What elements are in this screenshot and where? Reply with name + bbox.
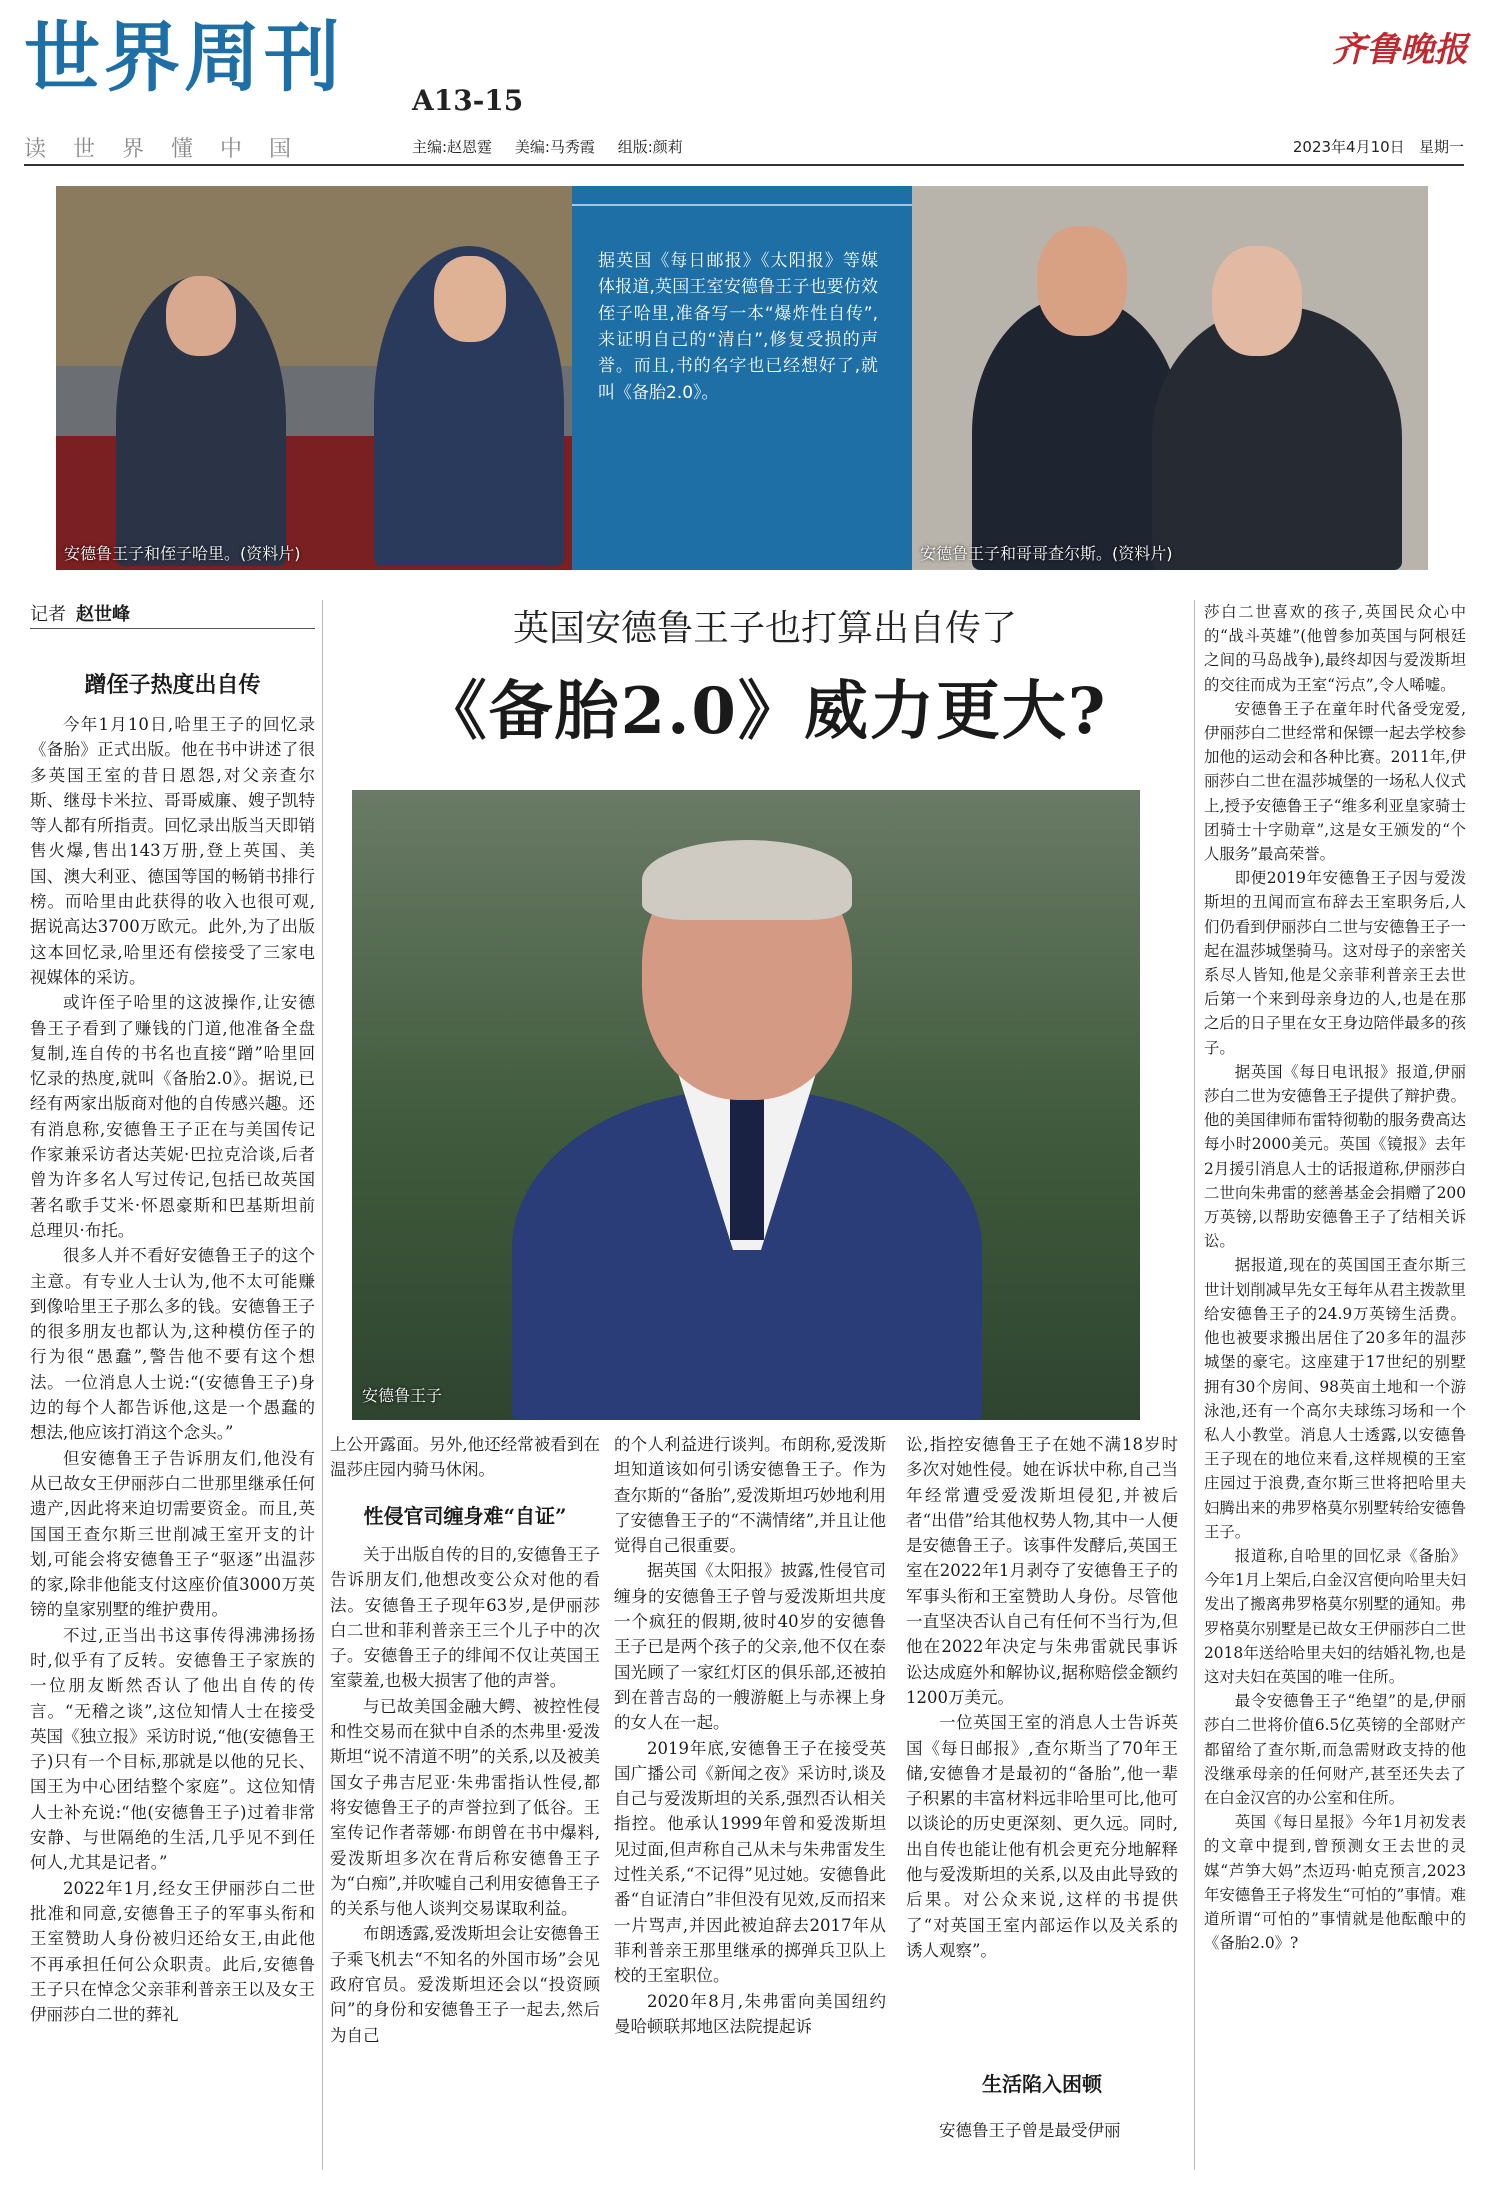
left-photo-caption: 安德鲁王子和侄子哈里。(资料片) xyxy=(64,544,301,563)
paragraph: 报道称,自哈里的回忆录《备胎》今年1月上架后,白金汉宫便向哈里夫妇发出了搬离弗罗格莫尔别墅的通知。弗罗格莫尔别墅是已故女王伊丽莎白二世2018年送给哈里夫妇的结婚礼物,也是这对夫妇在英国的唯一住所。 xyxy=(1204,1546,1466,1686)
paragraph: 今年1月10日,哈里王子的回忆录《备胎》正式出版。他在书中讲述了很多英国王室的昔日恩怨,对父亲查尔斯、继母卡米拉、哥哥威廉、嫂子凯特等人都有所指责。回忆录出版当天即销售火爆,售出143万册,登上英国、美国、澳大利亚、德国等国的畅销书排行榜。而哈里由此获得的收入也很可观,据说高达3700万欧元。此外,为了出版这本回忆录,哈里还有偿接受了三家电视媒体的采访。 xyxy=(30,715,315,987)
photo-andrew-harry xyxy=(56,186,572,570)
paragraph: 讼,指控安德鲁王子在她不满18岁时多次对她性侵。她在诉状中称,自己当年经常遭受爱泼斯坦侵犯,并被后者“出借”给其他权势人物,其中一人便是安德鲁王子。该事件发酵后,英国王室在2022年1月剥夺了安德鲁王子的军事头衔和王室赞助人身份。尽管他一直坚决否认自己有任何不当行为,但他在2022年决定与朱弗雷就民事诉讼达成庭外和解协议,据称赔偿金额约1200万美元。 xyxy=(906,1435,1178,1707)
face xyxy=(166,276,236,356)
subhead-3: 生活陷入困顿 xyxy=(982,2072,1102,2096)
paragraph: 2020年8月,朱弗雷向美国纽约曼哈顿联邦地区法院提起诉 xyxy=(614,1991,886,2036)
article-column-4 xyxy=(906,1432,1178,2052)
main-photo xyxy=(352,790,1140,1420)
paragraph: 很多人并不看好安德鲁王子的这个主意。有专业人士认为,他不太可能赚到像哈里王子那么多的钱。安德鲁王子的很多朋友也都认为,这种模仿侄子的行为很“愚蠢”,警告他不要有这个想法。一位消息人士说:“(安德鲁王子)身边的每个人都告诉他,这是一个愚蠢的想法,他应该打消这个念头。” xyxy=(30,1246,315,1443)
weekday-text: 星期一 xyxy=(1418,138,1464,156)
article-kicker: 英国安德鲁王子也打算出自传了 xyxy=(512,608,1017,649)
face xyxy=(1037,226,1127,336)
paragraph: 英国《每日星报》今年1月初发表的文章中提到,曾预测女王去世的灵媒“芦笋大妈”杰迈玛·帕克预言,2023年安德鲁王子将发生“可怕的”事情。难道所谓“可怕的”事情就是他酝酿中的《备胎2.0》? xyxy=(1204,1813,1466,1953)
paragraph: 的个人利益进行谈判。布朗称,爱泼斯坦知道该如何引诱安德鲁王子。作为查尔斯的“备胎”,爱泼斯坦巧妙地利用了安德鲁王子的“不满情绪”,并且让他觉得自己很重要。 xyxy=(614,1435,886,1556)
page-number: A13-15 xyxy=(412,84,524,117)
subhead-2: 性侵官司缠身难“自证” xyxy=(363,1504,567,1528)
face xyxy=(434,256,506,342)
issue-date xyxy=(1293,136,1464,157)
right-photo-caption: 安德鲁王子和哥哥查尔斯。(资料片) xyxy=(920,544,1173,563)
byline xyxy=(30,600,130,626)
person-figure xyxy=(972,296,1182,570)
editor-credits xyxy=(412,136,701,157)
paragraph: 或许侄子哈里的这波操作,让安德鲁王子看到了赚钱的门道,他准备全盘复制,连自传的书名也直接“蹭”哈里回忆录的热度,就叫《备胎2.0》。据说,已经有两家出版商对他的自传感兴趣。还有消息称,安德鲁王子正在与美国传记作家兼采访者达芙妮·巴拉克洽谈,后者曾为许多名人写过传记,包括已故英国著名歌手艾米·怀恩豪斯和巴基斯坦前总理贝·布托。 xyxy=(30,993,315,1240)
paragraph: 安德鲁王子曾是最受伊丽 xyxy=(939,2121,1121,2140)
tie xyxy=(730,1090,764,1240)
column-divider xyxy=(322,600,323,2170)
face xyxy=(1212,246,1302,356)
newspaper-logo: 齐鲁晚报 xyxy=(1332,30,1468,70)
editor-credit: 主编:赵恩霆 xyxy=(412,138,493,156)
paragraph: 不过,正当出书这事传得沸沸扬扬时,似乎有了反转。安德鲁王子家族的一位朋友断然否认了他出自传的传言。“无稽之谈”,这位知情人士在接受英国《独立报》采访时说,“他(安德鲁王子)只有一个目标,那就是以他的兄长、国王为中心团结整个家庭”。这位知情人士补充说:“他(安德鲁王子)过着非常安静、与世隔绝的生活,几乎见不到任何人,尤其是记者。” xyxy=(30,1625,315,1873)
subhead-1: 蹭侄子热度出自传 xyxy=(84,672,261,698)
paragraph: 布朗透露,爱泼斯坦会让安德鲁王子乘飞机去“不知名的外国市场”会见政府官员。爱泼斯坦还会以“投资顾问”的身份和安德鲁王子一起去,然后为自己 xyxy=(330,1924,600,2045)
byline-label: 记者 xyxy=(30,604,66,625)
masthead-title: 世界周刊 xyxy=(24,13,344,102)
date-text: 2023年4月10日 xyxy=(1292,138,1405,156)
paragraph: 据英国《太阳报》披露,性侵官司缠身的安德鲁王子曾与爱泼斯坦共度一个疯狂的假期,彼时40岁的安德鲁王子已是两个孩子的父亲,他不仅在泰国光顾了一家红灯区的俱乐部,还被拍到在普吉岛的一艘游艇上与赤裸上身的女人在一起。 xyxy=(614,1561,886,1733)
column-divider xyxy=(1194,600,1195,2170)
paragraph: 据报道,现在的英国国王查尔斯三世计划削减早先女王每年从君主拨款里给安德鲁王子的24.9万英镑生活费。他也被要求搬出居住了20多年的温莎城堡的豪宅。这座建于17世纪的别墅拥有30个房间、98英亩土地和一个游泳池,还有一个高尔夫球练习场和一个私人小教堂。消息人士透露,以安德鲁王子现在的地位来看,这样规模的王室庄园过于浪费,查尔斯三世将把哈里夫妇腾出来的弗罗格莫尔别墅转给安德鲁王子。 xyxy=(1204,1256,1466,1541)
masthead-slogan: 读世界懂中国 xyxy=(24,137,319,162)
article-column-2-top xyxy=(330,1432,600,1488)
article-headline: 《备胎2.0》威力更大? xyxy=(422,674,1108,749)
band-accent-rule xyxy=(572,204,912,206)
designer-credit: 美编:马秀霞 xyxy=(514,138,595,156)
photo-andrew-charles xyxy=(912,186,1428,570)
article-column-1 xyxy=(30,712,315,2172)
paragraph: 一位英国王室的消息人士告诉英国《每日邮报》,查尔斯当了70年王储,安德鲁才是最初的“备胎”,他一辈子积累的丰富材料远非哈里可比,他可以谈论的历史更深刻、更久远。同时,出自传也能让他有机会更充分地解释他与爱泼斯坦的关系,以及由此导致的后果。对公众来说,这样的书提供了“对英国王室内部运作以及关系的诱人观察”。 xyxy=(906,1713,1178,1960)
byline-rule xyxy=(30,628,315,629)
masthead-rule xyxy=(24,164,1464,166)
paragraph: 即便2019年安德鲁王子因与爱泼斯坦的丑闻而宣布辞去王室职务后,人们仍看到伊丽莎白二世与安德鲁王子一起在温莎城堡骑马。这对母子的亲密关系尽人皆知,他是父亲菲利普亲王去世后第一个来到母亲身边的人,也是在那之后的日子里在女王身边陪伴最多的孩子。 xyxy=(1204,869,1466,1057)
paragraph: 莎白二世喜欢的孩子,英国民众心中的“战斗英雄”(他曾参加英国与阿根廷之间的马岛战争),最终却因与爱泼斯坦的交往而成为王室“污点”,令人唏嘘。 xyxy=(1204,603,1466,694)
paragraph: 据英国《每日电讯报》报道,伊丽莎白二世为安德鲁王子提供了辩护费。他的美国律师布雷特彻勒的服务费高达每小时2000美元。英国《镜报》去年2月援引消息人士的话报道称,伊丽莎白二世向朱弗雷的慈善基金会捐赠了200万英镑,以帮助安德鲁王子了结相关诉讼。 xyxy=(1204,1062,1466,1251)
paragraph: 但安德鲁王子告诉朋友们,他没有从已故女王伊丽莎白二世那里继承任何遗产,因此将来迫切需要资金。而且,英国国王查尔斯三世削减王室开支的计划,可能会将安德鲁王子“驱逐”出温莎的家,除非他能支付这座价值3000万英镑的皇家别墅的维护费用。 xyxy=(30,1448,315,1620)
paragraph: 2019年底,安德鲁王子在接受英国广播公司《新闻之夜》采访时,谈及自己与爱泼斯坦的关系,强烈否认相关指控。他承认1999年曾和爱泼斯坦见过面,但声称自己从未与朱弗雷发生过性关系,“不记得”见过她。安德鲁此番“自证清白”非但没有见效,反而招来一片骂声,并因此被迫辞去2017年从菲利普亲王那里继承的掷弹兵卫队上校的王室职位。 xyxy=(614,1738,886,1986)
paragraph: 与已故美国金融大鳄、被控性侵和性交易而在狱中自杀的杰弗里·爱泼斯坦“说不清道不明”的关系,以及被美国女子弗吉尼亚·朱弗雷指认性侵,都将安德鲁王子的声誉拉到了低谷。王室传记作者蒂娜·布朗曾在书中爆料,爱泼斯坦多次在背后称安德鲁王子为“白痴”,并吹嘘自己利用安德鲁王子的关系与他人谈判交易谋取利益。 xyxy=(330,1696,600,1919)
byline-name: 赵世峰 xyxy=(76,604,130,625)
paragraph: 最令安德鲁王子“绝望”的是,伊丽莎白二世将价值6.5亿英镑的全部财产都留给了查尔斯,而急需财政支持的他没继承母亲的任何财产,甚至还失去了在白金汉宫的办公室和住所。 xyxy=(1204,1692,1466,1807)
paragraph: 安德鲁王子在童年时代备受宠爱,伊丽莎白二世经常和保镖一起去学校参加他的运动会和各种比赛。2011年,伊丽莎白二世在温莎城堡的一场私人仪式上,授予安德鲁王子“维多利亚皇家骑士团骑士十字勋章”,这是女王颁发的“个人服务”最高荣誉。 xyxy=(1204,699,1466,864)
article-column-2 xyxy=(330,1542,600,2172)
paragraph: 2022年1月,经女王伊丽莎白二世批准和同意,安德鲁王子的军事头衔和王室赞助人身份被归还给女王,由此他不再承担任何公众职责。此后,安德鲁王子只在悼念父亲菲利普亲王以及女王伊丽莎白二世的葬礼 xyxy=(30,1878,315,2025)
main-photo-caption: 安德鲁王子 xyxy=(362,1386,443,1405)
paragraph: 关于出版自传的目的,安德鲁王子告诉朋友们,他想改变公众对他的看法。安德鲁王子现年63岁,是伊丽莎白二世和菲利普亲王三个儿子中的次子。安德鲁王子的绯闻不仅让英国王室蒙羞,也极大损害了他的声誉。 xyxy=(330,1545,600,1691)
paragraph: 上公开露面。另外,他还经常被看到在温莎庄园内骑马休闲。 xyxy=(330,1435,600,1480)
article-column-5 xyxy=(1204,600,1466,2172)
article-column-4-end xyxy=(906,2118,1178,2170)
layout-credit: 组版:颜莉 xyxy=(617,138,683,156)
article-column-3 xyxy=(614,1432,886,2172)
hair xyxy=(642,840,852,920)
band-summary: 据英国《每日邮报》《太阳报》等媒体报道,英国王室安德鲁王子也要仿效侄子哈里,准备写一本“爆炸性自传”,来证明自己的“清白”,修复受损的声誉。而且,书的名字也已经想好了,就叫《备胎2.0》。 xyxy=(598,251,878,403)
